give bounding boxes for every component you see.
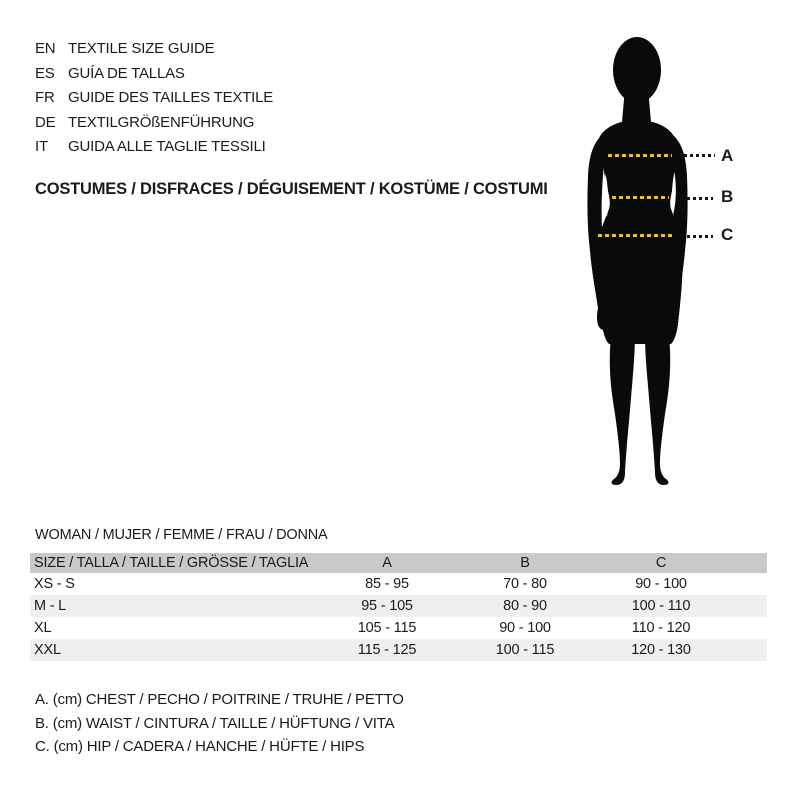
legend-row: B. (cm) WAIST / CINTURA / TAILLE / HÜFTUNG / VITA (35, 714, 395, 732)
measure-line-c-yellow (598, 234, 675, 237)
language-guide-title: TEXTILGRÖßENFÜHRUNG (68, 113, 255, 131)
size-cell: XL (34, 620, 52, 636)
woman-silhouette-image (585, 36, 695, 486)
size-table (30, 553, 767, 661)
size-table-header-row (30, 553, 767, 573)
table-header-a: A (382, 555, 392, 571)
table-header-c: C (655, 555, 667, 571)
legend-row: C. (cm) HIP / CADERA / HANCHE / HÜFTE / HIPS (35, 738, 365, 755)
size-table-row (30, 573, 767, 595)
waist-range-cell: 90 - 100 (499, 620, 551, 636)
size-table-row (30, 617, 767, 639)
measure-line-c-black (687, 235, 713, 238)
waist-range-cell: 70 - 80 (503, 576, 547, 592)
measure-label-b: B (721, 187, 734, 206)
hip-range-cell: 90 - 100 (635, 576, 687, 592)
measurement-legend (35, 688, 404, 759)
category-title: COSTUMES / DISFRACES / DÉGUISEMENT / KOSTÜME / COSTUMI (35, 180, 548, 198)
chest-range-cell: 95 - 105 (361, 598, 413, 614)
chest-range-cell: 85 - 95 (365, 576, 409, 592)
waist-range-cell: 80 - 90 (503, 598, 547, 614)
size-cell: XXL (34, 642, 61, 658)
language-code: ES (35, 64, 55, 82)
measure-label-c: C (721, 225, 734, 244)
measure-label-a: A (721, 146, 734, 165)
filler-cell (729, 595, 767, 617)
language-guide-title: GUÍA DE TALLAS (68, 64, 185, 82)
size-table-row (30, 595, 767, 617)
table-header-b: B (520, 555, 530, 571)
measure-line-a-black (684, 154, 715, 157)
waist-range-cell: 100 - 115 (495, 642, 555, 658)
language-code: IT (35, 138, 48, 155)
hip-range-cell: 100 - 110 (631, 598, 691, 614)
measure-line-b-black (687, 197, 713, 200)
size-table-row (30, 639, 767, 661)
language-code: DE (35, 113, 56, 131)
table-header-filler (729, 553, 767, 573)
language-code: FR (35, 89, 55, 106)
legend-row: A. (cm) CHEST / PECHO / POITRINE / TRUHE / PETTO (35, 691, 404, 708)
language-guide-title: GUIDE DES TAILLES TEXTILE (68, 89, 274, 106)
chest-range-cell: 105 - 115 (357, 620, 417, 636)
language-guide-title: TEXTILE SIZE GUIDE (68, 40, 215, 57)
section-title-woman: WOMAN / MUJER / FEMME / FRAU / DONNA (35, 527, 328, 543)
filler-cell (729, 639, 767, 661)
language-code: EN (35, 40, 56, 57)
language-guide-title: GUIDA ALLE TAGLIE TESSILI (68, 138, 266, 155)
measure-line-a-yellow (608, 154, 672, 157)
size-cell: XS - S (34, 576, 75, 592)
hip-range-cell: 120 - 130 (631, 642, 691, 658)
size-cell: M - L (34, 598, 67, 614)
chest-range-cell: 115 - 125 (357, 642, 417, 658)
measure-line-b-yellow (612, 196, 669, 199)
table-header-size: SIZE / TALLA / TAILLE / GRÖSSE / TAGLIA (34, 555, 309, 571)
filler-cell (729, 617, 767, 639)
hip-range-cell: 110 - 120 (631, 620, 691, 636)
filler-cell (729, 573, 767, 595)
